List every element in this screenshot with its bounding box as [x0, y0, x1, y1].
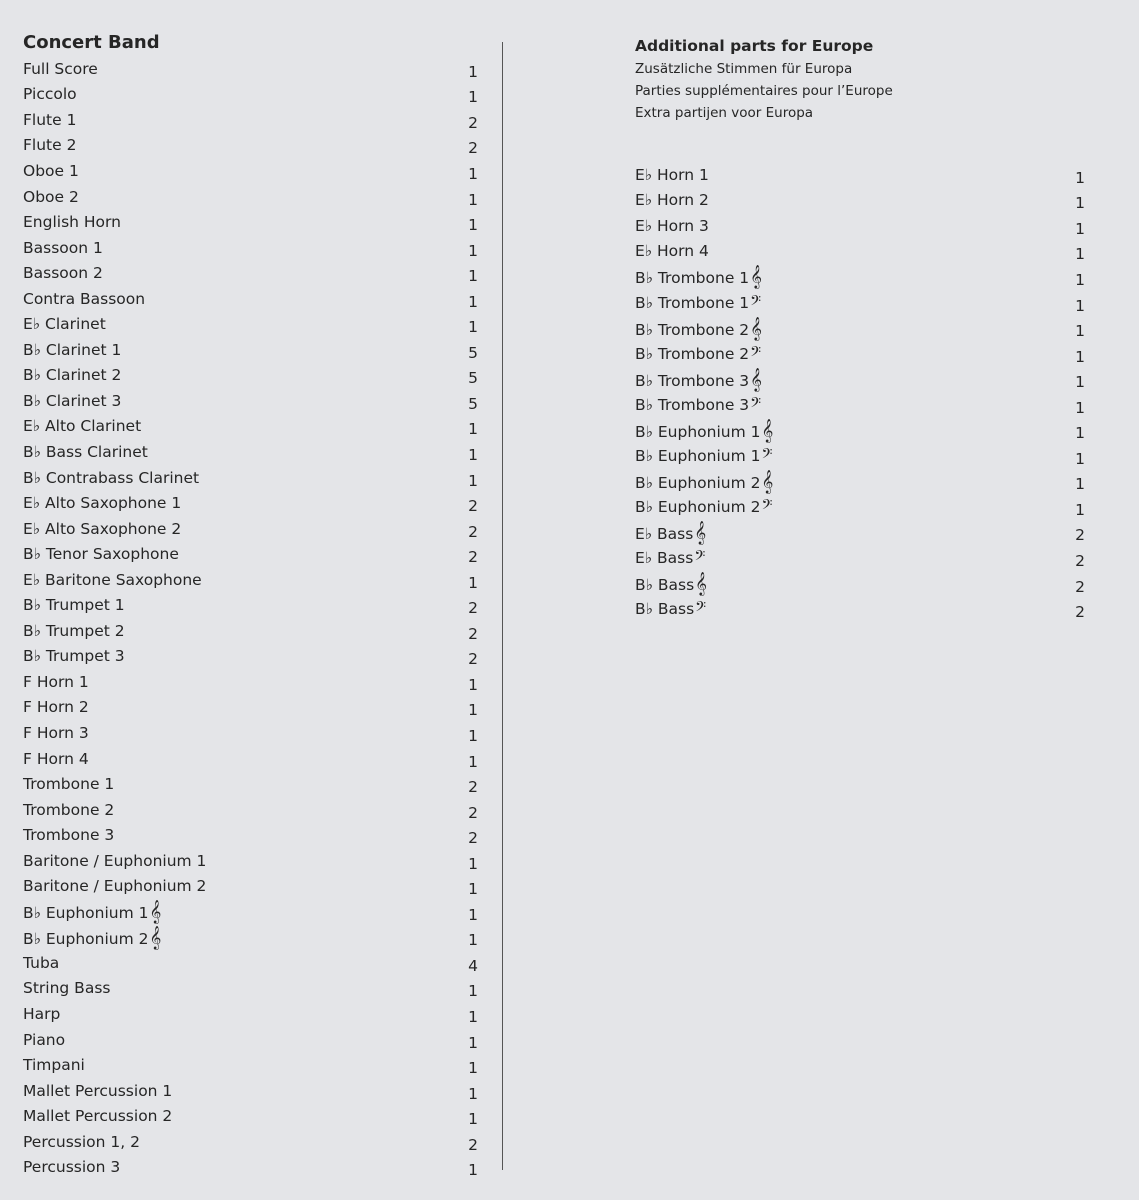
- part-row: [23, 592, 478, 618]
- part-label: [23, 1056, 85, 1074]
- part-quantity: 2: [468, 139, 478, 158]
- part-name: E♭ Alto Saxophone 1: [23, 494, 182, 513]
- part-name: F Horn 3: [23, 723, 89, 742]
- part-name: F Horn 1: [23, 672, 89, 691]
- part-row: [23, 644, 478, 670]
- treble-clef-icon: 𝄞: [149, 924, 162, 949]
- part-quantity: 1: [468, 675, 478, 694]
- part-name: B♭ Euphonium 1: [635, 422, 761, 441]
- part-name: B♭ Euphonium 1: [635, 446, 761, 465]
- part-label: [23, 469, 199, 487]
- part-name: Mallet Percussion 2: [23, 1107, 173, 1126]
- part-label: [23, 494, 181, 512]
- part-row: [23, 1078, 478, 1104]
- part-name: E♭ Horn 3: [635, 216, 709, 235]
- part-label: [23, 698, 89, 716]
- part-name: B♭ Trumpet 1: [23, 596, 125, 615]
- part-label: [635, 366, 762, 391]
- part-row: [23, 286, 478, 312]
- part-name: B♭ Trumpet 3: [23, 647, 125, 666]
- part-row: [23, 848, 478, 874]
- part-quantity: 1: [468, 318, 478, 337]
- part-quantity: 2: [468, 497, 478, 516]
- part-name: F Horn 2: [23, 698, 89, 717]
- part-row: [23, 414, 478, 440]
- part-name: Flute 2: [23, 136, 77, 155]
- part-quantity: 1: [468, 292, 478, 311]
- part-label: [635, 294, 761, 312]
- part-name: Bassoon 2: [23, 264, 103, 283]
- part-row: [635, 315, 1085, 341]
- subtitle-dutch: Extra partijen voor Europa: [635, 105, 814, 121]
- part-name: B♭ Trombone 2: [635, 320, 750, 339]
- part-label: [23, 136, 76, 154]
- part-label: [23, 417, 141, 435]
- part-name: E♭ Bass: [635, 548, 694, 567]
- concert-band-column: [23, 30, 478, 1180]
- part-label: [23, 162, 79, 180]
- europe-parts-list: [635, 162, 1085, 622]
- treble-clef-icon: 𝄞: [750, 315, 762, 340]
- part-name: B♭ Trombone 3: [635, 371, 750, 390]
- part-name: Percussion 1, 2: [23, 1132, 140, 1151]
- part-label: [23, 596, 125, 614]
- part-label: [23, 1005, 60, 1023]
- part-name: B♭ Euphonium 1: [23, 904, 149, 923]
- part-quantity: 2: [468, 522, 478, 541]
- part-row: [635, 443, 1085, 469]
- part-row: [23, 1027, 478, 1053]
- part-quantity: 1: [468, 905, 478, 924]
- part-row: [23, 107, 478, 133]
- part-quantity: 1: [468, 1110, 478, 1129]
- part-label: [23, 111, 76, 129]
- treble-clef-icon: 𝄞: [750, 366, 762, 391]
- part-name: Timpani: [23, 1056, 85, 1075]
- part-row: [23, 311, 478, 337]
- part-quantity: 1: [468, 854, 478, 873]
- bass-clef-icon: 𝄢: [694, 547, 706, 568]
- part-quantity: 1: [1075, 168, 1085, 187]
- part-row: [635, 520, 1085, 546]
- part-name: Full Score: [23, 59, 98, 78]
- part-quantity: 1: [468, 241, 478, 260]
- part-quantity: 1: [468, 471, 478, 490]
- part-row: [23, 465, 478, 491]
- part-name: B♭ Trombone 1: [635, 269, 750, 288]
- part-row: [23, 439, 478, 465]
- part-row: [23, 260, 478, 286]
- treble-clef-icon: 𝄞: [750, 264, 762, 289]
- part-row: [635, 392, 1085, 418]
- part-name: B♭ Tenor Saxophone: [23, 545, 179, 564]
- part-row: [23, 184, 478, 210]
- part-name: Oboe 1: [23, 161, 79, 180]
- part-quantity: 1: [1075, 449, 1085, 468]
- part-name: Bassoon 1: [23, 238, 103, 257]
- part-label: [23, 545, 179, 563]
- part-row: [23, 235, 478, 261]
- part-quantity: 2: [468, 650, 478, 669]
- part-name: E♭ Clarinet: [23, 315, 106, 334]
- part-row: [23, 976, 478, 1002]
- part-row: [23, 797, 478, 823]
- part-label: [23, 673, 89, 691]
- part-row: [23, 363, 478, 389]
- part-name: Baritone / Euphonium 2: [23, 877, 207, 896]
- part-label: [23, 392, 121, 410]
- bass-clef-icon: 𝄢: [750, 292, 762, 313]
- part-quantity: 2: [1075, 603, 1085, 622]
- part-quantity: 2: [468, 829, 478, 848]
- bass-clef-icon: 𝄢: [695, 599, 707, 620]
- part-row: [23, 1155, 478, 1181]
- part-name: String Bass: [23, 979, 111, 998]
- part-quantity: 1: [468, 216, 478, 235]
- part-quantity: 1: [468, 190, 478, 209]
- part-name: B♭ Clarinet 3: [23, 391, 122, 410]
- part-quantity: 1: [1075, 373, 1085, 392]
- part-name: Percussion 3: [23, 1158, 121, 1177]
- part-row: [635, 571, 1085, 597]
- part-quantity: 1: [1075, 270, 1085, 289]
- europe-parts-heading: Additional parts for Europe: [635, 37, 874, 55]
- treble-clef-icon: 𝄞: [761, 417, 774, 442]
- part-name: Piccolo: [23, 85, 77, 104]
- part-name: E♭ Bass: [635, 524, 694, 543]
- part-name: E♭ Alto Clarinet: [23, 417, 142, 436]
- part-row: [23, 516, 478, 542]
- part-label: [635, 600, 706, 618]
- concert-band-heading: Concert Band: [23, 32, 160, 53]
- part-quantity: 4: [468, 956, 478, 975]
- part-quantity: 2: [468, 803, 478, 822]
- column-divider: [502, 42, 503, 1170]
- part-row: [23, 133, 478, 159]
- part-quantity: 1: [1075, 194, 1085, 213]
- part-quantity: 1: [468, 1161, 478, 1180]
- part-row: [635, 366, 1085, 392]
- part-row: [23, 82, 478, 108]
- part-label: [23, 60, 98, 78]
- part-name: E♭ Baritone Saxophone: [23, 570, 202, 589]
- part-name: Piano: [23, 1030, 66, 1049]
- part-label: [23, 877, 206, 895]
- part-label: [23, 1031, 65, 1049]
- part-label: [635, 191, 709, 209]
- part-name: E♭ Horn 1: [635, 165, 709, 184]
- part-quantity: 1: [1075, 475, 1085, 494]
- part-row: [23, 209, 478, 235]
- part-label: [23, 622, 125, 640]
- part-name: B♭ Clarinet 2: [23, 366, 122, 385]
- treble-clef-icon: 𝄞: [695, 571, 707, 596]
- part-quantity: 5: [468, 394, 478, 413]
- part-quantity: 2: [1075, 551, 1085, 570]
- part-quantity: 1: [1075, 424, 1085, 443]
- part-name: B♭ Bass: [635, 576, 695, 595]
- part-quantity: 2: [468, 113, 478, 132]
- part-quantity: 1: [468, 1033, 478, 1052]
- part-quantity: 2: [468, 599, 478, 618]
- part-row: [23, 567, 478, 593]
- part-row: [23, 1052, 478, 1078]
- part-label: [23, 954, 59, 972]
- part-row: [635, 239, 1085, 265]
- part-quantity: 1: [1075, 398, 1085, 417]
- part-name: E♭ Horn 4: [635, 242, 709, 261]
- part-name: Harp: [23, 1005, 61, 1023]
- part-quantity: 2: [468, 548, 478, 567]
- part-row: [23, 874, 478, 900]
- part-name: Tuba: [23, 953, 60, 972]
- part-label: [23, 1133, 140, 1151]
- part-label: [23, 775, 114, 793]
- part-row: [23, 720, 478, 746]
- part-name: English Horn: [23, 213, 121, 232]
- part-label: [23, 1158, 120, 1176]
- part-name: B♭ Bass: [635, 600, 695, 619]
- part-label: [23, 924, 162, 949]
- part-row: [23, 669, 478, 695]
- part-quantity: 2: [468, 624, 478, 643]
- part-label: [23, 264, 103, 282]
- part-row: [635, 264, 1085, 290]
- part-quantity: 1: [468, 701, 478, 720]
- part-label: [635, 266, 762, 287]
- part-row: [635, 494, 1085, 520]
- part-label: [23, 852, 206, 870]
- part-name: Baritone / Euphonium 1: [23, 851, 207, 870]
- part-label: [635, 396, 761, 414]
- part-label: [635, 468, 774, 493]
- part-quantity: 1: [468, 726, 478, 745]
- part-quantity: 1: [1075, 500, 1085, 519]
- part-name: B♭ Bass Clarinet: [23, 442, 148, 461]
- part-row: [23, 490, 478, 516]
- treble-clef-icon: 𝄞: [149, 899, 162, 924]
- europe-parts-column: [635, 34, 1085, 622]
- subtitle-german: Zusätzliche Stimmen für Europa: [635, 61, 853, 77]
- part-label: [635, 519, 707, 544]
- subtitle-french: Parties supplémentaires pour l’Europe: [635, 83, 893, 99]
- part-row: [635, 188, 1085, 214]
- part-name: B♭ Euphonium 2: [23, 929, 149, 948]
- part-name: B♭ Trombone 3: [635, 395, 750, 414]
- part-label: [23, 315, 106, 333]
- part-quantity: 5: [468, 343, 478, 362]
- part-quantity: 5: [468, 369, 478, 388]
- part-quantity: 1: [468, 1008, 478, 1026]
- part-name: B♭ Euphonium 2: [635, 473, 761, 492]
- part-quantity: 1: [468, 88, 478, 107]
- part-row: [635, 545, 1085, 571]
- part-row: [23, 822, 478, 848]
- part-quantity: 1: [468, 752, 478, 771]
- part-row: [23, 618, 478, 644]
- part-row: [23, 695, 478, 721]
- part-label: [23, 826, 114, 844]
- part-row: [23, 925, 478, 951]
- part-label: [23, 85, 77, 103]
- part-label: [23, 647, 125, 665]
- part-name: Mallet Percussion 1: [23, 1081, 173, 1100]
- part-label: [23, 341, 121, 359]
- part-quantity: 1: [468, 62, 478, 81]
- part-row: [23, 950, 478, 976]
- part-quantity: 2: [468, 778, 478, 797]
- part-quantity: 1: [468, 931, 478, 950]
- part-name: B♭ Contrabass Clarinet: [23, 468, 200, 487]
- bass-clef-icon: 𝄢: [761, 496, 773, 517]
- part-row: [23, 158, 478, 184]
- bass-clef-icon: 𝄢: [761, 445, 773, 466]
- part-name: Flute 1: [23, 110, 77, 129]
- part-label: [23, 239, 103, 257]
- part-quantity: 1: [468, 445, 478, 464]
- part-row: [23, 541, 478, 567]
- bass-clef-icon: 𝄢: [750, 394, 762, 415]
- part-label: [635, 447, 772, 465]
- part-label: [23, 724, 89, 742]
- part-label: [23, 901, 161, 922]
- part-label: [635, 498, 772, 516]
- part-label: [23, 443, 148, 461]
- part-label: [635, 417, 774, 442]
- part-quantity: 1: [1075, 219, 1085, 238]
- part-quantity: 1: [468, 880, 478, 899]
- part-row: [23, 388, 478, 414]
- part-quantity: 1: [1075, 245, 1085, 264]
- part-label: [23, 979, 110, 997]
- part-label: [23, 366, 121, 384]
- part-name: B♭ Clarinet 1: [23, 340, 122, 359]
- part-quantity: 1: [468, 1084, 478, 1103]
- part-quantity: 1: [468, 420, 478, 439]
- part-row: [635, 290, 1085, 316]
- part-name: Trombone 3: [23, 826, 115, 845]
- part-label: [635, 315, 762, 340]
- treble-clef-icon: 𝄞: [694, 519, 707, 544]
- part-quantity: 2: [468, 1135, 478, 1154]
- part-label: [23, 188, 79, 206]
- part-row: [23, 899, 478, 925]
- part-label: [635, 345, 761, 363]
- part-name: B♭ Euphonium 2: [635, 497, 761, 516]
- part-label: [23, 750, 89, 768]
- part-label: [23, 520, 181, 538]
- part-label: [23, 213, 121, 231]
- part-row: [635, 417, 1085, 443]
- part-label: [635, 217, 709, 235]
- part-row: [635, 162, 1085, 188]
- part-name: B♭ Trombone 2: [635, 344, 750, 363]
- part-name: Trombone 1: [23, 775, 115, 794]
- part-label: [635, 573, 707, 594]
- part-quantity: 1: [468, 164, 478, 183]
- concert-band-parts-list: [23, 56, 478, 1180]
- part-quantity: 1: [468, 1059, 478, 1078]
- part-quantity: 1: [468, 982, 478, 1001]
- part-label: [23, 571, 202, 589]
- part-row: [23, 771, 478, 797]
- part-label: [23, 1082, 172, 1100]
- part-quantity: 1: [1075, 347, 1085, 366]
- part-name: F Horn 4: [23, 749, 89, 768]
- part-quantity: 1: [468, 573, 478, 592]
- part-name: B♭ Trumpet 2: [23, 621, 125, 640]
- part-row: [23, 1103, 478, 1129]
- part-row: [23, 337, 478, 363]
- part-row: [635, 213, 1085, 239]
- part-row: [23, 56, 478, 82]
- part-label: [635, 166, 709, 184]
- part-row: [23, 746, 478, 772]
- part-label: [23, 290, 145, 308]
- part-name: Trombone 2: [23, 800, 115, 819]
- part-name: E♭ Horn 2: [635, 191, 709, 210]
- part-row: [635, 596, 1085, 622]
- part-label: [23, 1107, 172, 1125]
- part-label: [635, 242, 709, 260]
- part-label: [635, 549, 705, 567]
- part-label: [23, 801, 114, 819]
- part-row: [23, 1001, 478, 1027]
- bass-clef-icon: 𝄢: [750, 343, 762, 364]
- part-row: [635, 341, 1085, 367]
- part-quantity: 1: [1075, 296, 1085, 315]
- part-row: [23, 1129, 478, 1155]
- part-row: [635, 469, 1085, 495]
- part-quantity: 2: [1075, 577, 1085, 596]
- part-name: Oboe 2: [23, 187, 79, 206]
- part-quantity: 1: [468, 267, 478, 286]
- part-name: B♭ Trombone 1: [635, 293, 750, 312]
- part-quantity: 1: [1075, 322, 1085, 341]
- part-quantity: 2: [1075, 526, 1085, 545]
- part-name: Contra Bassoon: [23, 289, 146, 308]
- part-name: E♭ Alto Saxophone 2: [23, 519, 182, 538]
- treble-clef-icon: 𝄞: [761, 468, 774, 493]
